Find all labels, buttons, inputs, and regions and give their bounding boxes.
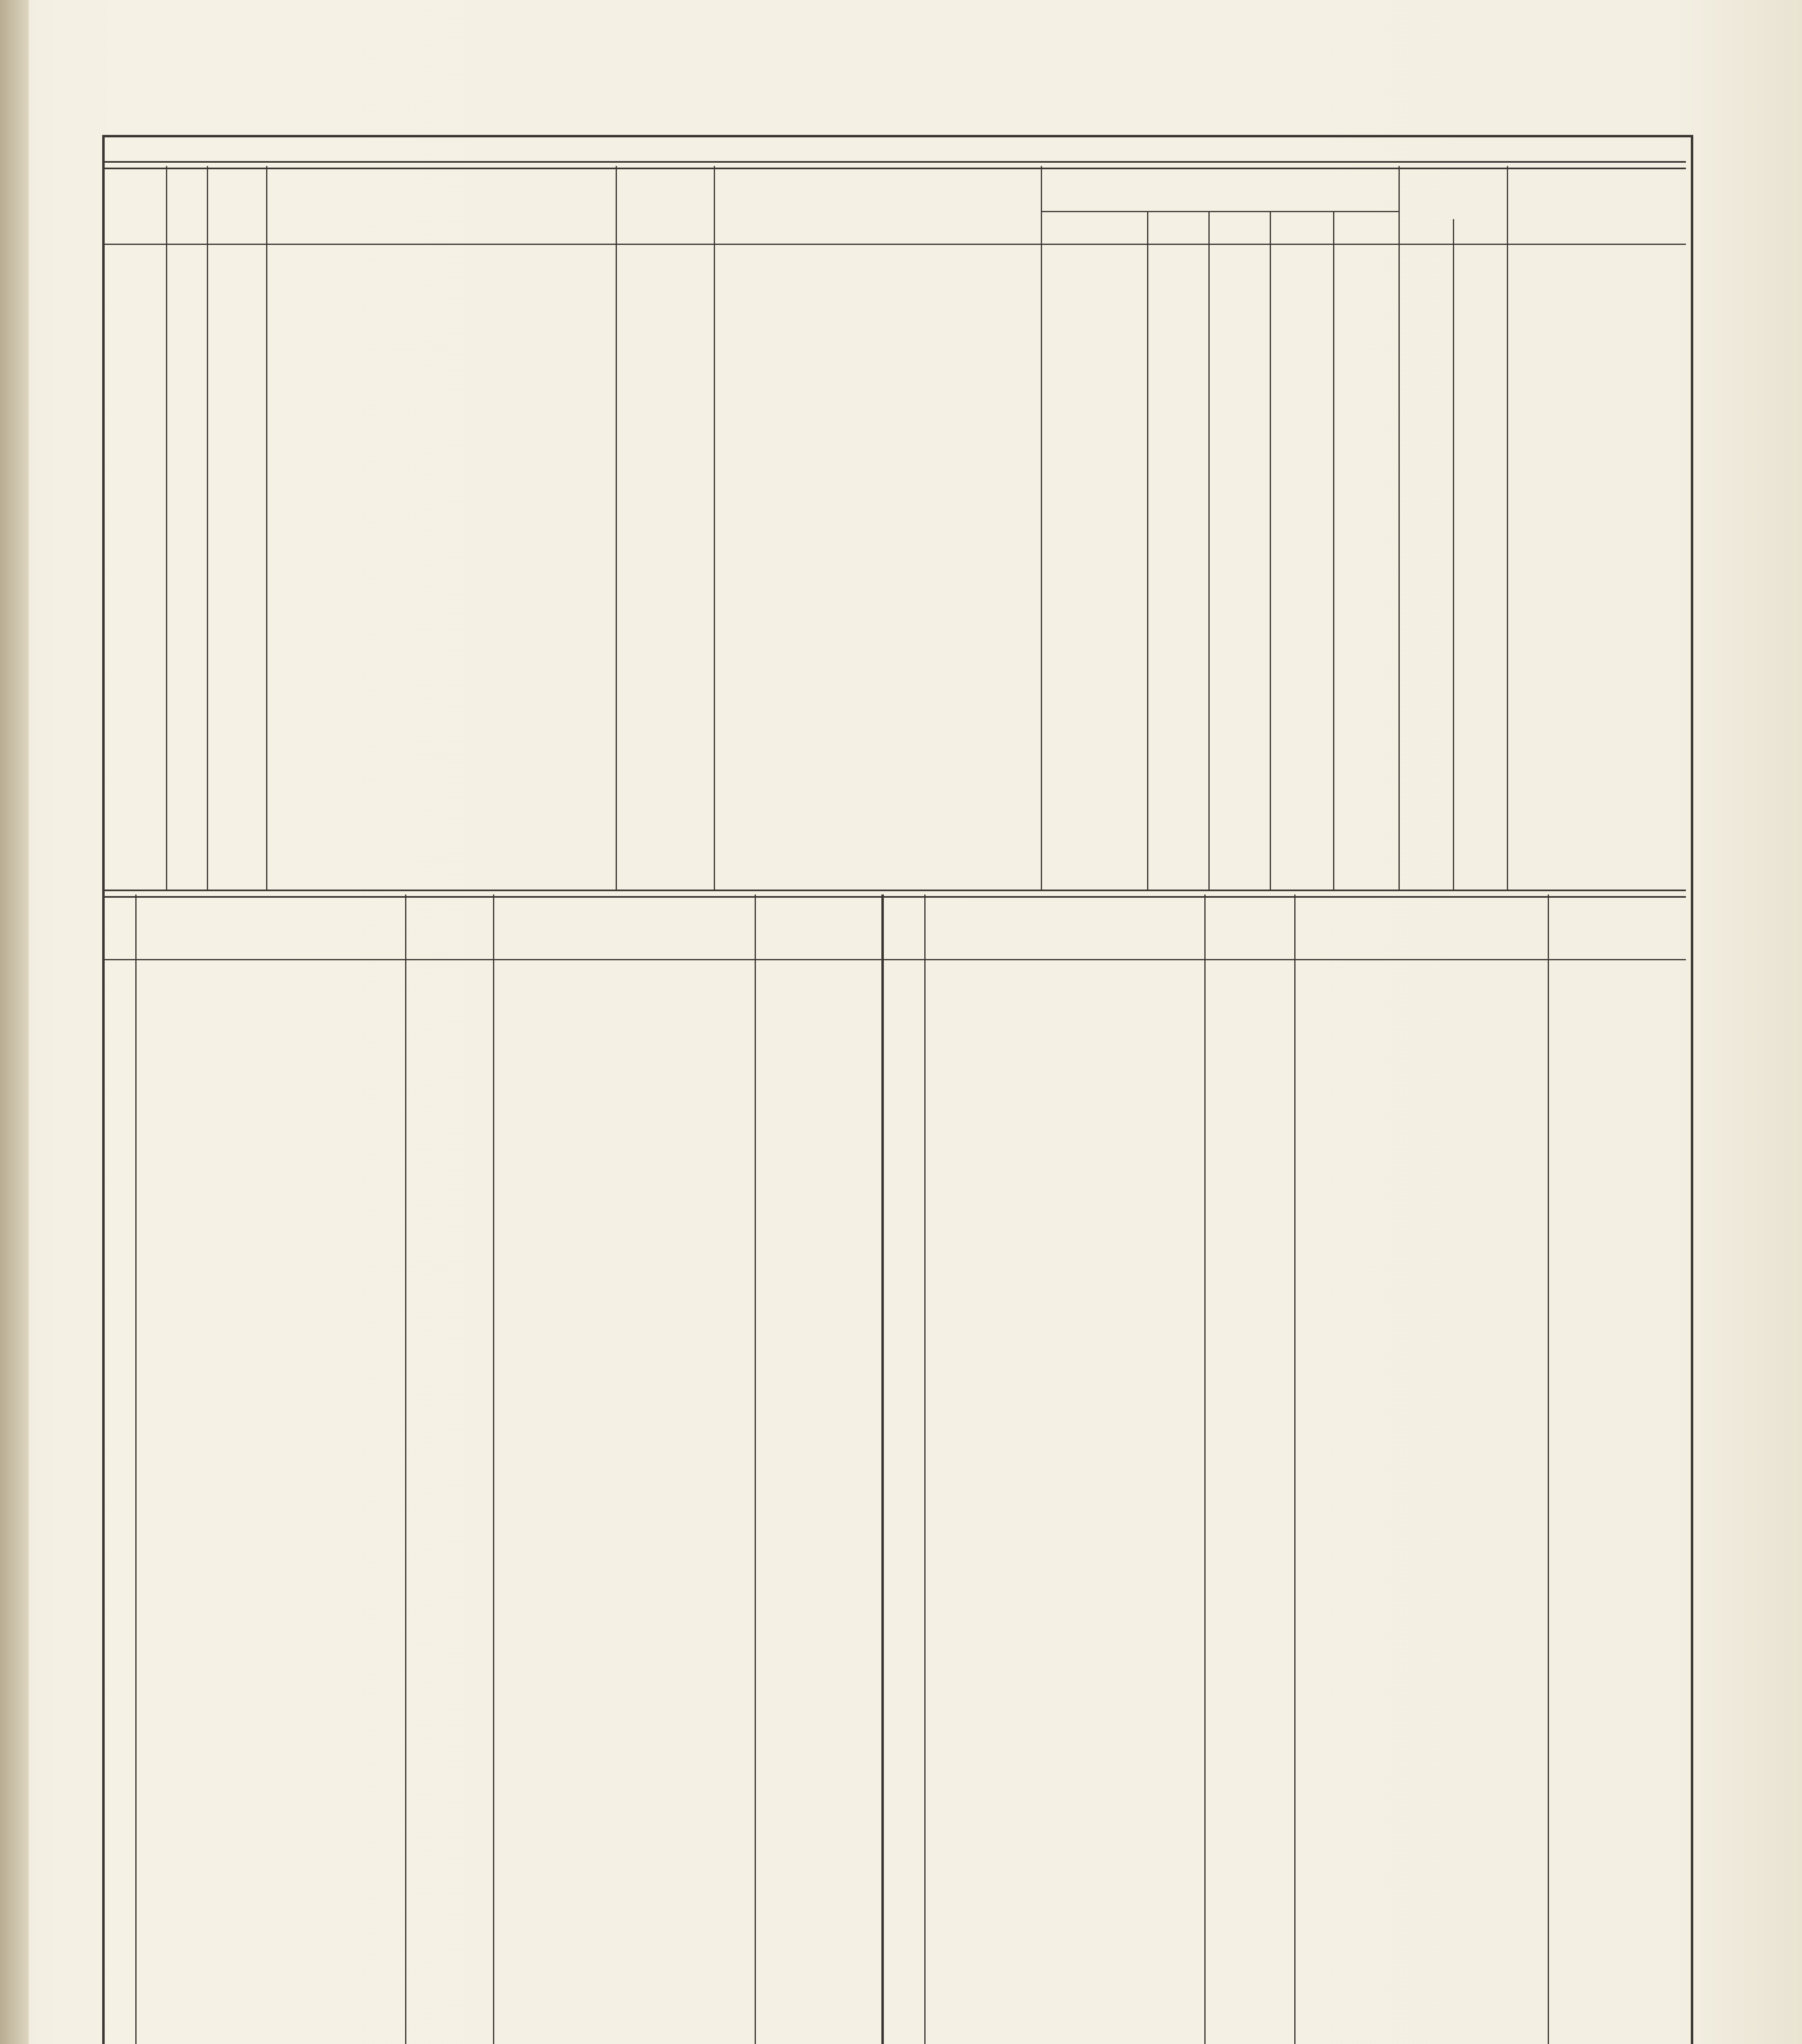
col-rule bbox=[405, 894, 406, 2044]
col-rule bbox=[1399, 166, 1400, 890]
col-rule bbox=[166, 166, 167, 890]
header-double-rule bbox=[105, 161, 1686, 169]
binding-edge bbox=[0, 0, 29, 2044]
col-rule bbox=[1147, 211, 1148, 890]
col-rule bbox=[1333, 211, 1334, 890]
subheader-rule bbox=[1041, 211, 1399, 212]
center-rule bbox=[881, 894, 884, 2044]
col-rule bbox=[1453, 219, 1454, 890]
col-rule bbox=[1270, 211, 1271, 890]
col-rule bbox=[616, 166, 617, 890]
col-rule bbox=[135, 894, 137, 2044]
col-rule bbox=[493, 894, 494, 2044]
col-rule bbox=[1548, 894, 1549, 2044]
col-rule bbox=[1294, 894, 1295, 2044]
col-rule bbox=[266, 166, 267, 890]
col-rule bbox=[714, 166, 715, 890]
col-rule bbox=[1507, 166, 1508, 890]
col-rule bbox=[1204, 894, 1206, 2044]
stock-list-sheet bbox=[102, 135, 1693, 2044]
col-rule bbox=[1041, 166, 1042, 890]
bottom-header-rule bbox=[105, 959, 1686, 960]
col-rule bbox=[207, 166, 208, 890]
col-rule bbox=[1208, 211, 1210, 890]
section-double-rule bbox=[105, 890, 1686, 898]
col-rule bbox=[755, 894, 756, 2044]
header-bottom-rule bbox=[105, 244, 1686, 245]
col-rule bbox=[924, 894, 926, 2044]
